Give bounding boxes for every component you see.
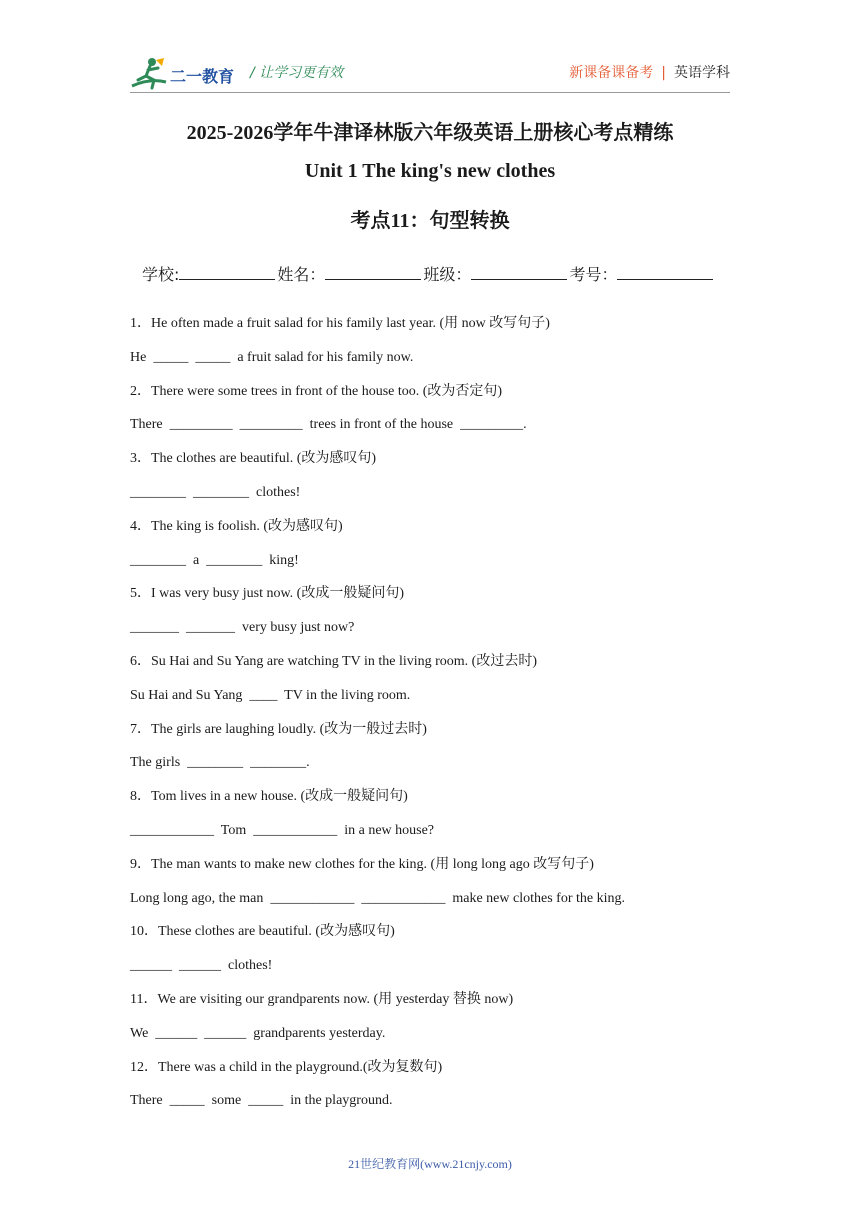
school-blank[interactable] bbox=[179, 263, 275, 280]
answer-line-9: Long long ago, the man ____________ ____________ make new clothes for the king. bbox=[130, 890, 625, 906]
question-10: 10．These clothes are beautiful. (改为感叹句) bbox=[130, 924, 395, 940]
answer-line-12: There _____ some _____ in the playground. bbox=[130, 1093, 393, 1109]
question-4: 4．The king is foolish. (改为感叹句) bbox=[130, 518, 343, 534]
question-2: 2．There were some trees in front of the house too. (改为否定句) bbox=[130, 383, 503, 399]
answer-line-8: ____________ Tom ____________ in a new house? bbox=[130, 822, 435, 838]
question-9: 9．The man wants to make new clothes for the king. (用 long long ago 改写句子) bbox=[130, 856, 594, 872]
number-label: 考号： bbox=[569, 265, 618, 284]
question-7: 7．The girls are laughing loudly. (改为一般过去时) bbox=[130, 721, 427, 737]
number-blank[interactable] bbox=[617, 263, 713, 280]
answer-line-7: The girls ________ ________. bbox=[130, 755, 310, 771]
question-8: 8．Tom lives in a new house. (改成一般疑问句) bbox=[130, 789, 408, 805]
page-header bbox=[130, 56, 730, 92]
question-12: 12．There was a child in the playground.(改为复数句) bbox=[130, 1059, 443, 1075]
name-blank[interactable] bbox=[325, 263, 421, 280]
answer-line-1: He _____ _____ a fruit salad for his family now. bbox=[130, 349, 414, 365]
question-1: 1．He often made a fruit salad for his family last year. (用 now 改写句子) bbox=[130, 316, 550, 331]
main-title: 2025-2026学年牛津译林版六年级英语上册核心考点精练 bbox=[186, 122, 674, 144]
logo bbox=[130, 56, 245, 92]
logo-text: 二一教育 bbox=[170, 67, 235, 86]
class-blank[interactable] bbox=[471, 263, 567, 280]
exercise-list bbox=[130, 312, 730, 1123]
answer-line-11: We ______ ______ grandparents yesterday. bbox=[130, 1025, 386, 1041]
question-11: 11．We are visiting our grandparents now. (用 yesterday 替换 now) bbox=[130, 991, 514, 1007]
answer-line-2: There _________ _________ trees in front of the house _________. bbox=[130, 417, 527, 433]
question-5: 5．I was very busy just now. (改成一般疑问句) bbox=[130, 586, 405, 602]
unit-title: Unit 1 The king's new clothes bbox=[304, 160, 556, 182]
answer-line-4: ________ a ________ king! bbox=[130, 552, 299, 568]
answer-line-5: _______ _______ very busy just now? bbox=[130, 620, 355, 636]
answer-line-10: ______ ______ clothes! bbox=[130, 958, 273, 974]
student-info bbox=[142, 262, 715, 285]
header-right bbox=[569, 62, 730, 82]
header-tag-left: 新课备课备考 bbox=[569, 65, 654, 81]
header-subject: 英语学科 bbox=[674, 65, 730, 81]
topic-title: 考点11：句型转换 bbox=[350, 210, 510, 232]
header-separator: | bbox=[661, 65, 666, 81]
answer-line-3: ________ ________ clothes! bbox=[130, 484, 301, 500]
slogan: / 让学习更有效 bbox=[250, 65, 344, 81]
header-divider bbox=[130, 92, 730, 93]
footer-link[interactable]: 21世纪教育网(www.21cnjy.com) bbox=[348, 1157, 512, 1171]
class-label: 班级： bbox=[423, 265, 472, 284]
name-label: 姓名： bbox=[277, 265, 326, 284]
question-3: 3．The clothes are beautiful. (改为感叹句) bbox=[130, 451, 377, 467]
question-6: 6．Su Hai and Su Yang are watching TV in the living room. (改过去时) bbox=[130, 653, 538, 669]
answer-line-6: Su Hai and Su Yang ____ TV in the living room. bbox=[130, 687, 411, 703]
school-label: 学校: bbox=[142, 265, 180, 284]
